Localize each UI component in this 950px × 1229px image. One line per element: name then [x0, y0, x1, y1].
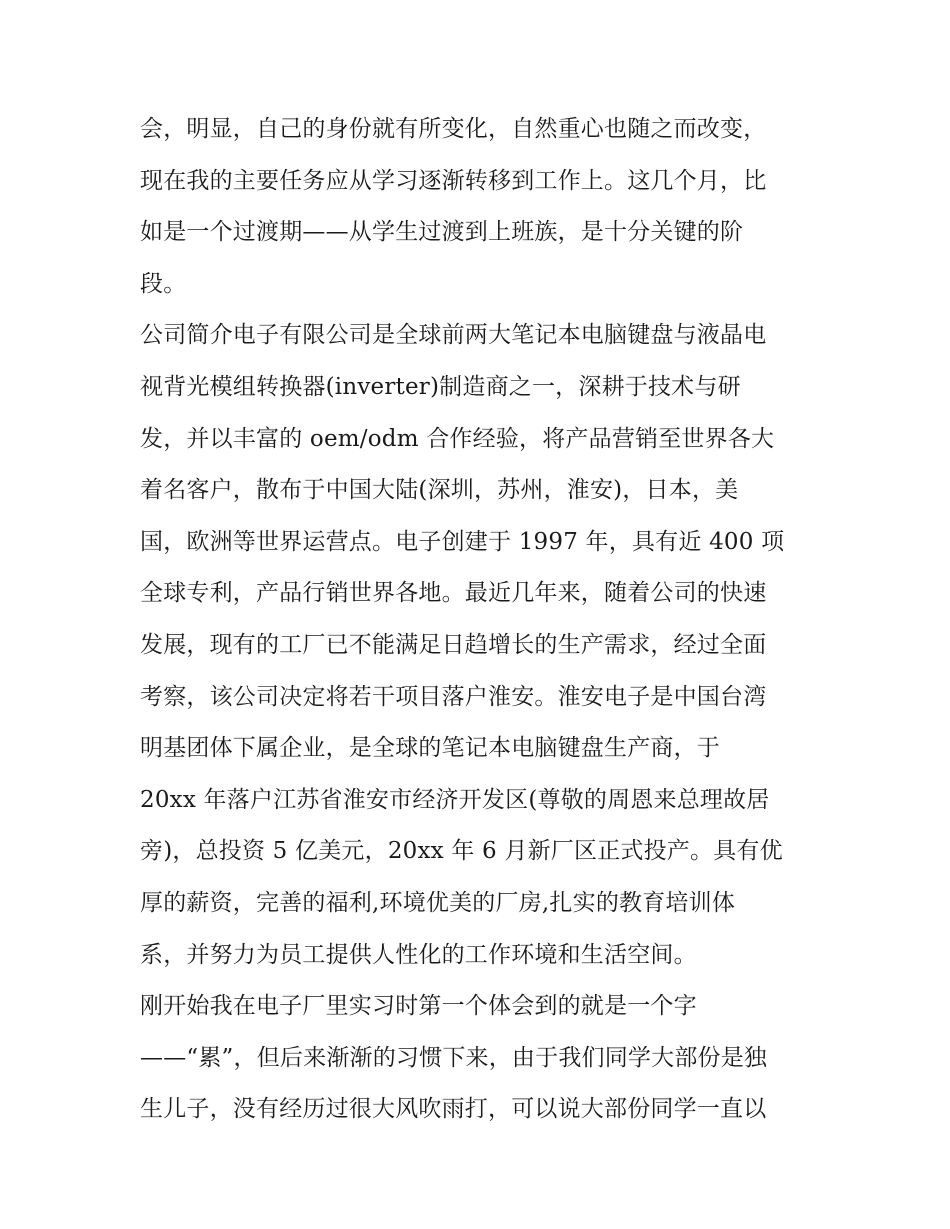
text-line: 会，明显，自己的身份就有所变化，自然重心也随之而改变，: [140, 116, 767, 142]
text-line: 20xx 年落户江苏省淮安市经济开发区(尊敬的周恩来总理故居: [140, 786, 770, 813]
text-line: 生儿子，没有经历过很大风吹雨打，可以说大部份同学一直以: [140, 1096, 767, 1123]
text-line: 全球专利，产品行销世界各地。最近几年来，随着公司的快速: [140, 580, 767, 607]
body-text: [140, 104, 820, 1136]
text-line: 发，并以丰富的 oem/odm 合作经验，将产品营销至世界各大: [140, 425, 775, 452]
text-line: 系，并努力为员工提供人性化的工作环境和生活空间。: [140, 941, 697, 968]
text-line: 国，欧洲等世界运营点。电子创建于 1997 年，具有近 400 项: [140, 528, 785, 555]
text-line: 如是一个过渡期——从学生过渡到上班族，是十分关键的阶: [140, 219, 744, 246]
text-line: 着名客户，散布于中国大陆(深圳，苏州，淮安)，日本，美: [140, 477, 739, 504]
text-line: 视背光模组转换器(inverter)制造商之一，深耕于技术与研: [140, 373, 741, 400]
text-line: 段。: [140, 270, 187, 297]
text-line: 厚的薪资，完善的福利,环境优美的厂房,扎实的教育培训体: [140, 889, 736, 916]
text-line: 公司简介电子有限公司是全球前两大笔记本电脑键盘与液晶电: [140, 322, 767, 349]
text-line: 刚开始我在电子厂里实习时第一个体会到的就是一个字: [140, 993, 697, 1020]
text-line: 发展，现有的工厂已不能满足日趋增长的生产需求，经过全面: [140, 631, 767, 658]
text-line: 旁)，总投资 5 亿美元，20xx 年 6 月新厂区正式投产。具有优: [140, 838, 783, 865]
text-line: 考察，该公司决定将若干项目落户淮安。淮安电子是中国台湾: [140, 683, 767, 710]
text-line: ——“累”，但后来渐渐的习惯下来，由于我们同学大部份是独: [140, 1044, 768, 1071]
text-line: 现在我的主要任务应从学习逐渐转移到工作上。这几个月，比: [140, 167, 767, 194]
text-line: 明基团体下属企业，是全球的笔记本电脑键盘生产商，于: [140, 735, 720, 762]
